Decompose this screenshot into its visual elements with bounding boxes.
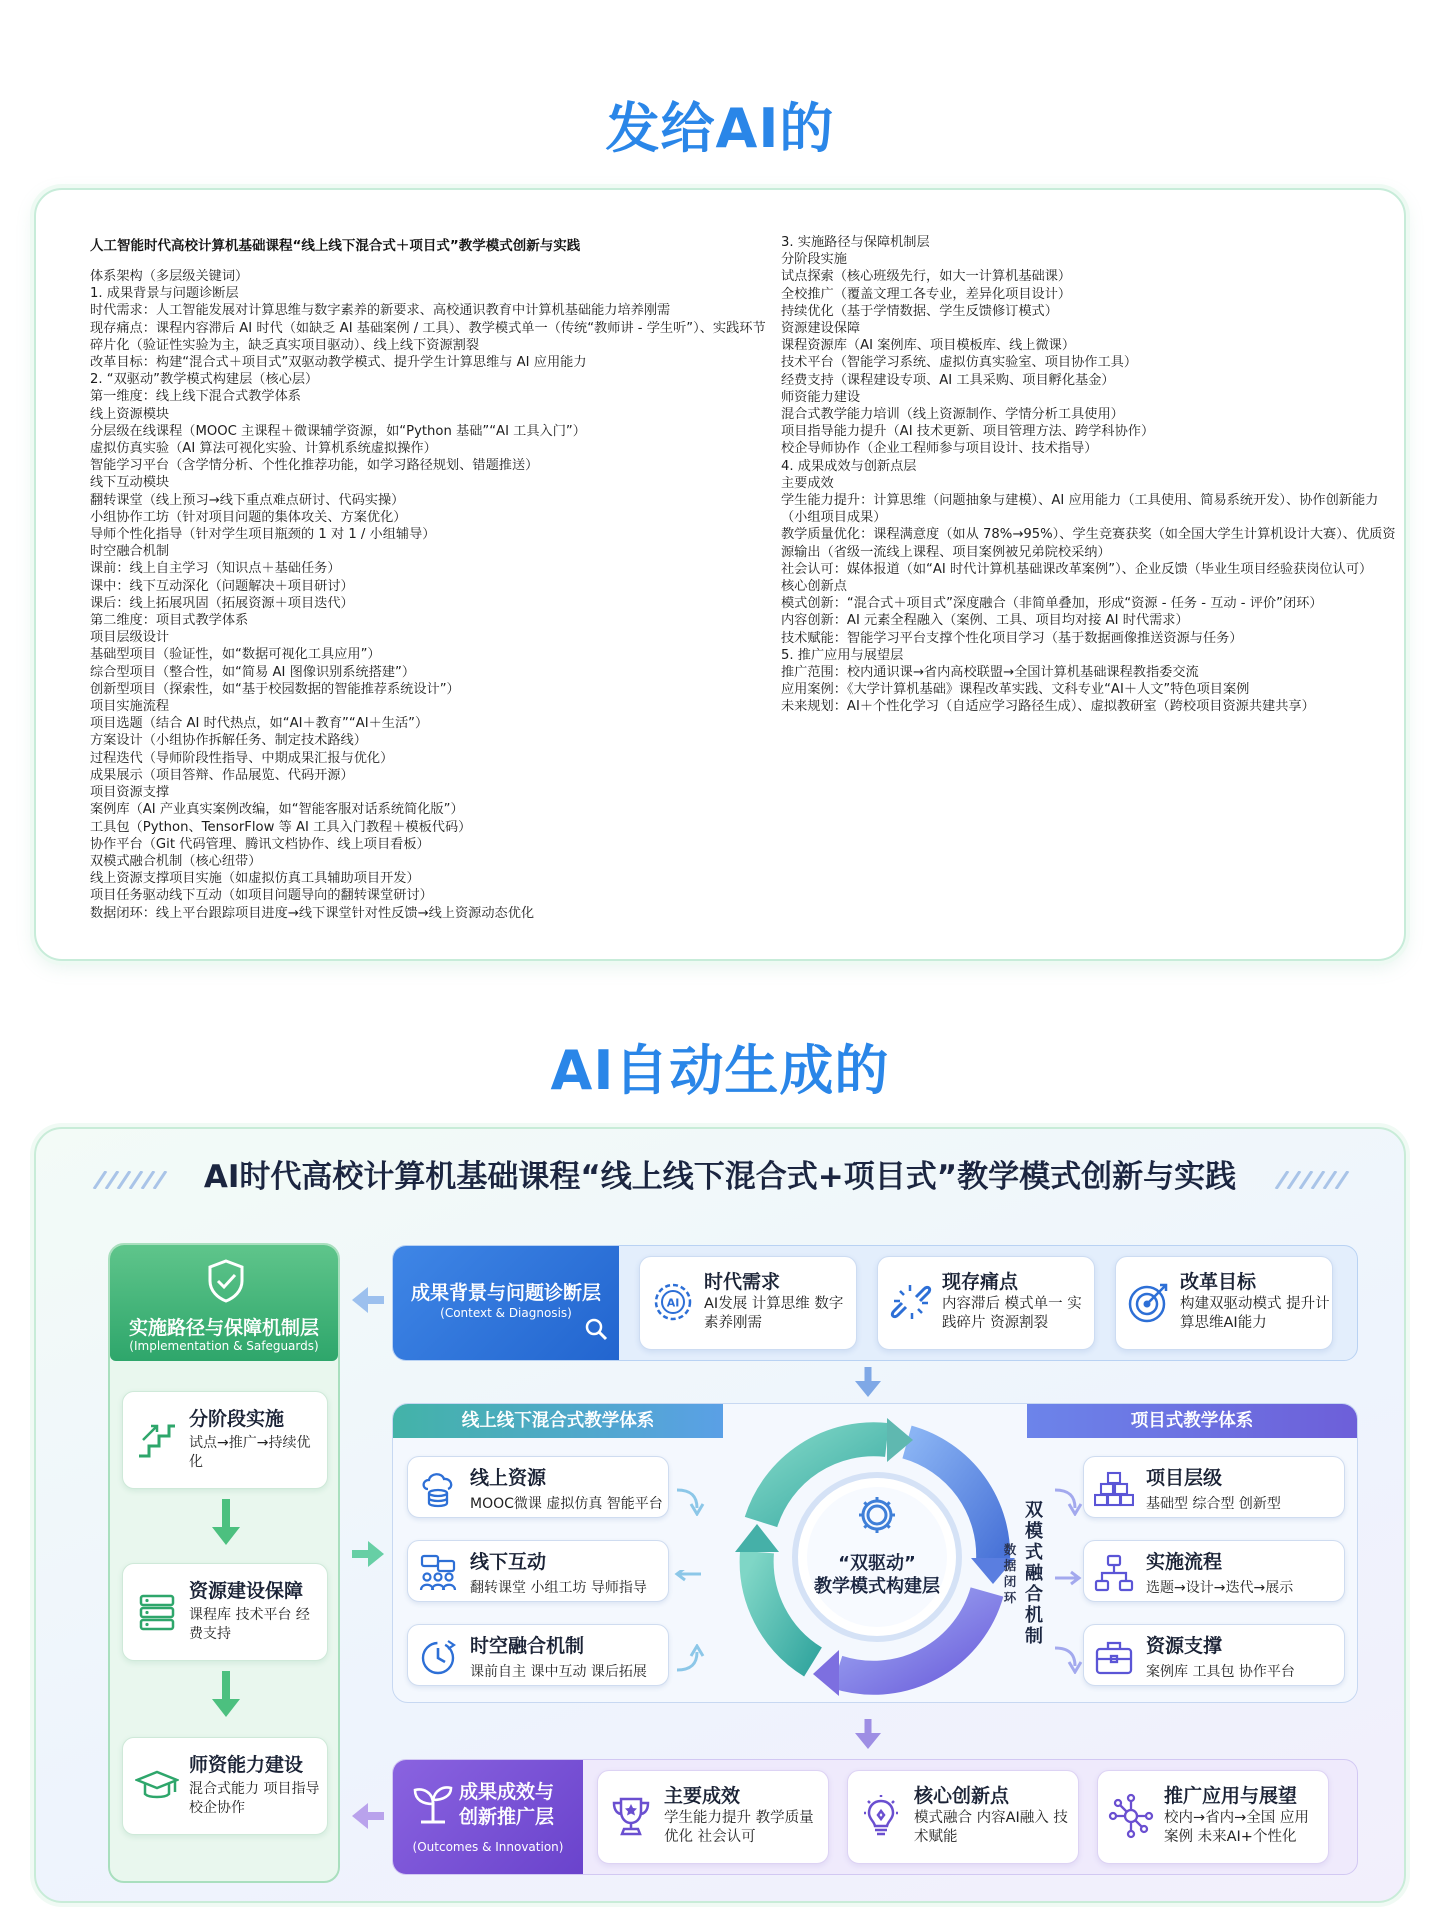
data-loop-label: 数据闭环 bbox=[1003, 1542, 1017, 1605]
cloud-database-icon bbox=[418, 1469, 458, 1509]
resource-title: 资源建设保障 bbox=[189, 1580, 304, 1602]
document-line: 课程资源库（AI 案例库、项目模板库、线上微课） bbox=[781, 338, 1076, 354]
down-arrow-icon bbox=[850, 1717, 886, 1753]
curved-arrow-icon bbox=[1051, 1486, 1083, 1516]
document-line: 数据闭环：线上平台跟踪项目进度→线下课堂针对性反馈→线上资源动态优化 bbox=[90, 905, 535, 921]
offline-interaction-card bbox=[407, 1540, 669, 1602]
background-subtitle: (Context & Diagnosis) bbox=[440, 1306, 572, 1320]
document-line: 应用案例：《大学计算机基础》课程改革实践、文科专业“AI＋人文”特色项目案例 bbox=[781, 682, 1250, 698]
document-line: 推广范围：校内通识课→省内高校联盟→全国计算机基础课程教指委交流 bbox=[781, 665, 1199, 681]
magnifier-icon bbox=[583, 1316, 609, 1342]
implementation-header bbox=[110, 1245, 338, 1361]
document-line: 全校推广（覆盖文理工各专业，差异化项目设计） bbox=[781, 286, 1072, 302]
core-title-line-1: “双驱动” bbox=[838, 1553, 916, 1574]
document-title: 人工智能时代高校计算机基础课程“线上线下混合式＋项目式”教学模式创新与实践 bbox=[90, 238, 581, 254]
document-line: 双模式融合机制（核心纽带） bbox=[90, 853, 262, 869]
main-results-desc: 学生能力提升 教学质量优化 社会认可 bbox=[664, 1810, 814, 1845]
outcomes-header bbox=[393, 1760, 583, 1874]
reform-goal-desc: 构建双驱动模式 提升计算思维AI能力 bbox=[1180, 1296, 1330, 1331]
implementation-title: 实施路径与保障机制层 bbox=[128, 1317, 319, 1339]
document-line: 线下互动模块 bbox=[90, 475, 170, 491]
background-header bbox=[393, 1246, 619, 1360]
group-discussion-icon bbox=[418, 1553, 458, 1593]
curved-arrow-icon bbox=[1051, 1644, 1083, 1674]
resource-guarantee-card bbox=[122, 1563, 328, 1661]
document-left-column bbox=[90, 268, 770, 922]
document-line: 核心创新点 bbox=[781, 579, 847, 595]
document-right-column bbox=[781, 234, 1401, 716]
implementation-layer bbox=[108, 1243, 340, 1883]
document-line: 校企导师协作（企业工程师参与项目设计、技术指导） bbox=[781, 441, 1098, 457]
document-line: 学生能力提升：计算思维（问题抽象与建模）、AI 应用能力（工具使用、简易系统开发）、协作创新能力（小组项目成果） bbox=[781, 493, 1379, 526]
outcomes-title bbox=[459, 1780, 554, 1830]
document-line: 项目指导能力提升（AI 技术更新、项目管理方法、跨学科协作） bbox=[781, 424, 1155, 440]
heading-prompt: 发给AI的 bbox=[605, 97, 835, 160]
document-line: 方案设计（小组协作拆解任务、制定技术路线） bbox=[90, 733, 367, 749]
faculty-capacity-card bbox=[122, 1737, 328, 1835]
generated-infographic bbox=[34, 1127, 1406, 1903]
faculty-desc: 混合式能力 项目指导 校企协作 bbox=[189, 1781, 320, 1816]
document-line: 模式创新：“混合式＋项目式”深度融合（非简单叠加，形成“资源 - 任务 - 互动 - 评价”闭环） bbox=[781, 596, 1323, 612]
document-line: 虚拟仿真实验（AI 算法可视化实验、计算机系统虚拟操作） bbox=[90, 441, 437, 457]
main-results-card bbox=[597, 1770, 829, 1864]
document-line: 综合型项目（整合性，如“简易 AI 图像识别系统搭建”） bbox=[90, 664, 416, 680]
implementation-flow-desc: 选题→设计→迭代→展示 bbox=[1146, 1580, 1294, 1596]
document-line: 2. “双驱动”教学模式构建层（核心层） bbox=[90, 372, 319, 388]
clock-icon bbox=[418, 1637, 458, 1677]
offline-interaction-title: 线下互动 bbox=[470, 1551, 547, 1573]
document-line: 翻转课堂（线上预习→线下重点难点研讨、代码实操） bbox=[90, 492, 405, 508]
document-line: 4. 成果成效与创新点层 bbox=[781, 458, 917, 474]
curved-arrow-icon bbox=[673, 1644, 705, 1674]
document-line: 师资能力建设 bbox=[781, 389, 861, 405]
era-demand-desc: AI发展 计算思维 数字素养刚需 bbox=[704, 1296, 844, 1331]
sprout-icon bbox=[413, 1782, 453, 1826]
document-line: 分阶段实施 bbox=[781, 252, 847, 268]
document-line: 第一维度：线上线下混合式教学体系 bbox=[90, 389, 301, 405]
svg-text:AI: AI bbox=[666, 1296, 680, 1310]
fusion-mechanism-label: 双模式融合机制 bbox=[1025, 1500, 1043, 1647]
network-hub-icon bbox=[1108, 1793, 1154, 1839]
document-line: 教学质量优化：课程满意度（如从 78%→95%）、学生竞赛获奖（如全国大学生计算机设计大赛）、优质资源输出（省级一流线上课程、项目案例被兄弟院校采纳） bbox=[781, 527, 1396, 560]
document-line: 时空融合机制 bbox=[90, 544, 170, 560]
core-innovation-title: 核心创新点 bbox=[914, 1785, 1010, 1807]
curved-arrow-icon bbox=[673, 1486, 705, 1516]
server-icon bbox=[135, 1590, 179, 1634]
resource-support-title: 资源支撑 bbox=[1146, 1635, 1223, 1657]
document-line: 技术赋能：智能学习平台支撑个性化项目学习（基于数据画像推送资源与任务） bbox=[781, 630, 1243, 646]
document-line: 小组协作工坊（针对项目问题的集体攻关、方案优化） bbox=[90, 509, 407, 525]
phase-desc: 试点→推广→持续优化 bbox=[189, 1435, 311, 1470]
document-line: 案例库（AI 产业真实案例改编，如“智能客服对话系统简化版”） bbox=[90, 802, 464, 818]
broken-link-icon bbox=[888, 1279, 934, 1325]
online-resources-title: 线上资源 bbox=[470, 1467, 547, 1489]
target-icon bbox=[1126, 1279, 1172, 1325]
document-line: 创新型项目（探索性，如“基于校园数据的智能推荐系统设计”） bbox=[90, 681, 460, 697]
document-line: 资源建设保障 bbox=[781, 321, 861, 337]
project-levels-title: 项目层级 bbox=[1146, 1467, 1223, 1489]
document-line: 第二维度：项目式教学体系 bbox=[90, 613, 249, 629]
graduation-cap-icon bbox=[135, 1764, 179, 1808]
faculty-title: 师资能力建设 bbox=[189, 1754, 304, 1776]
background-layer bbox=[392, 1245, 1358, 1361]
document-line: 项目任务驱动线下互动（如项目问题导向的翻转课堂研讨） bbox=[90, 888, 433, 904]
document-line: 课前：线上自主学习（知识点＋基础任务） bbox=[90, 561, 341, 577]
document-line: 工具包（Python、TensorFlow 等 AI 工具入门教程＋模板代码） bbox=[90, 819, 472, 835]
document-line: 内容创新：AI 元素全程融入（案例、工具、项目均对接 AI 时代需求） bbox=[781, 613, 1189, 629]
blended-system-header: 线上线下混合式教学体系 bbox=[393, 1404, 723, 1438]
implementation-flow-title: 实施流程 bbox=[1146, 1551, 1223, 1573]
stairs-icon bbox=[135, 1418, 179, 1462]
promotion-outlook-desc: 校内→省内→全国 应用案例 未来AI+个性化 bbox=[1164, 1810, 1309, 1845]
pain-points-card bbox=[877, 1256, 1095, 1350]
promotion-outlook-title: 推广应用与展望 bbox=[1164, 1785, 1298, 1807]
document-line: 未来规划：AI＋个性化学习（自适应学习路径生成）、虚拟教研室（跨校项目资源共建共享） bbox=[781, 699, 1315, 715]
document-line: 成果展示（项目答辩、作品展览、代码开源） bbox=[90, 767, 354, 783]
pain-points-title: 现存痛点 bbox=[942, 1271, 1019, 1293]
right-arrow-icon bbox=[350, 1539, 386, 1569]
pain-points-desc: 内容滞后 模式单一 实践碎片 资源割裂 bbox=[942, 1296, 1082, 1331]
era-demand-card bbox=[639, 1256, 857, 1350]
document-line: 5. 推广应用与展望层 bbox=[781, 647, 904, 663]
online-resources-desc: MOOC微课 虚拟仿真 智能平台 bbox=[470, 1496, 663, 1512]
down-arrow-icon bbox=[850, 1365, 886, 1401]
reform-goal-card bbox=[1115, 1256, 1333, 1350]
trophy-icon bbox=[608, 1793, 654, 1839]
document-line: 协作平台（Git 代码管理、腾讯文档协作、线上项目看板） bbox=[90, 836, 430, 852]
implementation-flow-card bbox=[1083, 1540, 1345, 1602]
document-line: 经费支持（课程建设专项、AI 工具采购、项目孵化基金） bbox=[781, 372, 1115, 388]
project-system-header: 项目式教学体系 bbox=[1027, 1404, 1357, 1438]
ai-brain-icon bbox=[650, 1279, 696, 1325]
document-line: 智能学习平台（含学情分析、个性化推荐功能，如学习路径规划、错题推送） bbox=[90, 458, 539, 474]
document-line: 1. 成果背景与问题诊断层 bbox=[90, 286, 239, 302]
poster-title: AI时代高校计算机基础课程“线上线下混合式+项目式”教学模式创新与实践 bbox=[203, 1159, 1237, 1195]
curved-arrow-icon bbox=[673, 1570, 705, 1600]
space-time-fusion-card bbox=[407, 1624, 669, 1686]
document-line: 基础型项目（验证性，如“数据可视化工具应用”） bbox=[90, 647, 381, 663]
document-line: 项目资源支撑 bbox=[90, 785, 170, 801]
core-innovation-desc: 模式融合 内容AI融入 技术赋能 bbox=[914, 1810, 1068, 1845]
cubes-icon bbox=[1094, 1469, 1134, 1509]
heading-generated: AI自动生成的 bbox=[550, 1039, 890, 1102]
document-line: 社会认可：媒体报道（如“AI 时代计算机基础课改革案例”）、企业反馈（毕业生项目经验获岗位认可） bbox=[781, 561, 1373, 577]
flowchart-icon bbox=[1094, 1553, 1134, 1593]
core-title-line-2: 教学模式构建层 bbox=[814, 1576, 940, 1597]
document-line: 体系架构（多层级关键词） bbox=[90, 269, 249, 284]
project-levels-desc: 基础型 综合型 创新型 bbox=[1146, 1496, 1281, 1512]
document-line: 混合式教学能力培训（线上资源制作、学情分析工具使用） bbox=[781, 407, 1124, 423]
space-time-fusion-title: 时空融合机制 bbox=[470, 1635, 585, 1657]
document-line: 课后：线上拓展巩固（拓展资源＋项目迭代） bbox=[90, 595, 354, 611]
document-line: 3. 实施路径与保障机制层 bbox=[781, 235, 930, 250]
down-arrow-icon bbox=[206, 1497, 246, 1551]
document-line: 持续优化（基于学情数据、学生反馈修订模式） bbox=[781, 303, 1058, 319]
main-results-title: 主要成效 bbox=[664, 1785, 741, 1807]
document-line: 线上资源支撑项目实施（如虚拟仿真工具辅助项目开发） bbox=[90, 871, 420, 887]
document-line: 项目选题（结合 AI 时代热点，如“AI＋教育”“AI＋生活”） bbox=[90, 716, 429, 732]
resource-desc: 课程库 技术平台 经费支持 bbox=[189, 1607, 310, 1642]
left-arrow-icon bbox=[350, 1285, 386, 1315]
document-line: 技术平台（智能学习系统、虚拟仿真实验室、项目协作工具） bbox=[781, 355, 1138, 371]
document-line: 现存痛点：课程内容滞后 AI 时代（如缺乏 AI 基础案例 / 工具）、教学模式单一（传统“教师讲 - 学生听”）、实践环节碎片化（验证性实验为主，缺乏真实项目驱动）、线上线下资源割裂 bbox=[90, 320, 766, 353]
document-line: 项目层级设计 bbox=[90, 630, 170, 646]
lightbulb-icon bbox=[858, 1793, 904, 1839]
left-arrow-icon bbox=[350, 1801, 386, 1831]
document-line: 主要成效 bbox=[781, 475, 834, 491]
document-line: 课中：线下互动深化（问题解决＋项目研讨） bbox=[90, 578, 354, 594]
outcomes-subtitle: (Outcomes & Innovation) bbox=[412, 1840, 564, 1854]
offline-interaction-desc: 翻转课堂 小组工坊 导师指导 bbox=[470, 1580, 647, 1596]
implementation-subtitle: (Implementation & Safeguards) bbox=[129, 1339, 319, 1353]
shield-check-icon bbox=[206, 1259, 246, 1303]
core-innovation-card bbox=[847, 1770, 1079, 1864]
document-line: 项目实施流程 bbox=[90, 699, 170, 715]
core-title bbox=[777, 1552, 977, 1598]
resource-support-desc: 案例库 工具包 协作平台 bbox=[1146, 1664, 1295, 1680]
era-demand-title: 时代需求 bbox=[704, 1271, 781, 1293]
phase-implementation-card bbox=[122, 1391, 328, 1489]
down-arrow-icon bbox=[206, 1669, 246, 1723]
document-line: 分层级在线课程（MOOC 主课程＋微课辅学资源，如“Python 基础”“AI 工具入门”） bbox=[90, 423, 586, 439]
document-line: 改革目标：构建“混合式＋项目式”双驱动教学模式、提升学生计算思维与 AI 应用能力 bbox=[90, 355, 587, 371]
outcomes-layer bbox=[392, 1759, 1358, 1875]
outcomes-title-line-1: 成果成效与 bbox=[459, 1781, 555, 1803]
toolbox-icon bbox=[1094, 1637, 1134, 1677]
dual-drive-core-layer bbox=[392, 1403, 1358, 1703]
space-time-fusion-desc: 课前自主 课中互动 课后拓展 bbox=[470, 1664, 647, 1680]
online-resources-card bbox=[407, 1456, 669, 1518]
phase-title: 分阶段实施 bbox=[189, 1408, 285, 1430]
promotion-outlook-card bbox=[1097, 1770, 1329, 1864]
document-line: 时代需求：人工智能发展对计算思维与数字素养的新要求、高校通识教育中计算机基础能力培养刚需 bbox=[90, 303, 671, 319]
prompt-document-card bbox=[34, 188, 1406, 961]
document-line: 过程迭代（导师阶段性指导、中期成果汇报与优化） bbox=[90, 750, 394, 766]
reform-goal-title: 改革目标 bbox=[1180, 1271, 1257, 1293]
document-line: 试点探索（核心班级先行，如大一计算机基础课） bbox=[781, 269, 1072, 285]
outcomes-title-line-2: 创新推广层 bbox=[459, 1806, 555, 1828]
document-line: 导师个性化指导（针对学生项目瓶颈的 1 对 1 / 小组辅导） bbox=[90, 527, 436, 543]
project-levels-card bbox=[1083, 1456, 1345, 1518]
document-line: 线上资源模块 bbox=[90, 406, 170, 422]
background-title: 成果背景与问题诊断层 bbox=[410, 1282, 601, 1304]
resource-support-card bbox=[1083, 1624, 1345, 1686]
curved-arrow-icon bbox=[1051, 1570, 1083, 1600]
